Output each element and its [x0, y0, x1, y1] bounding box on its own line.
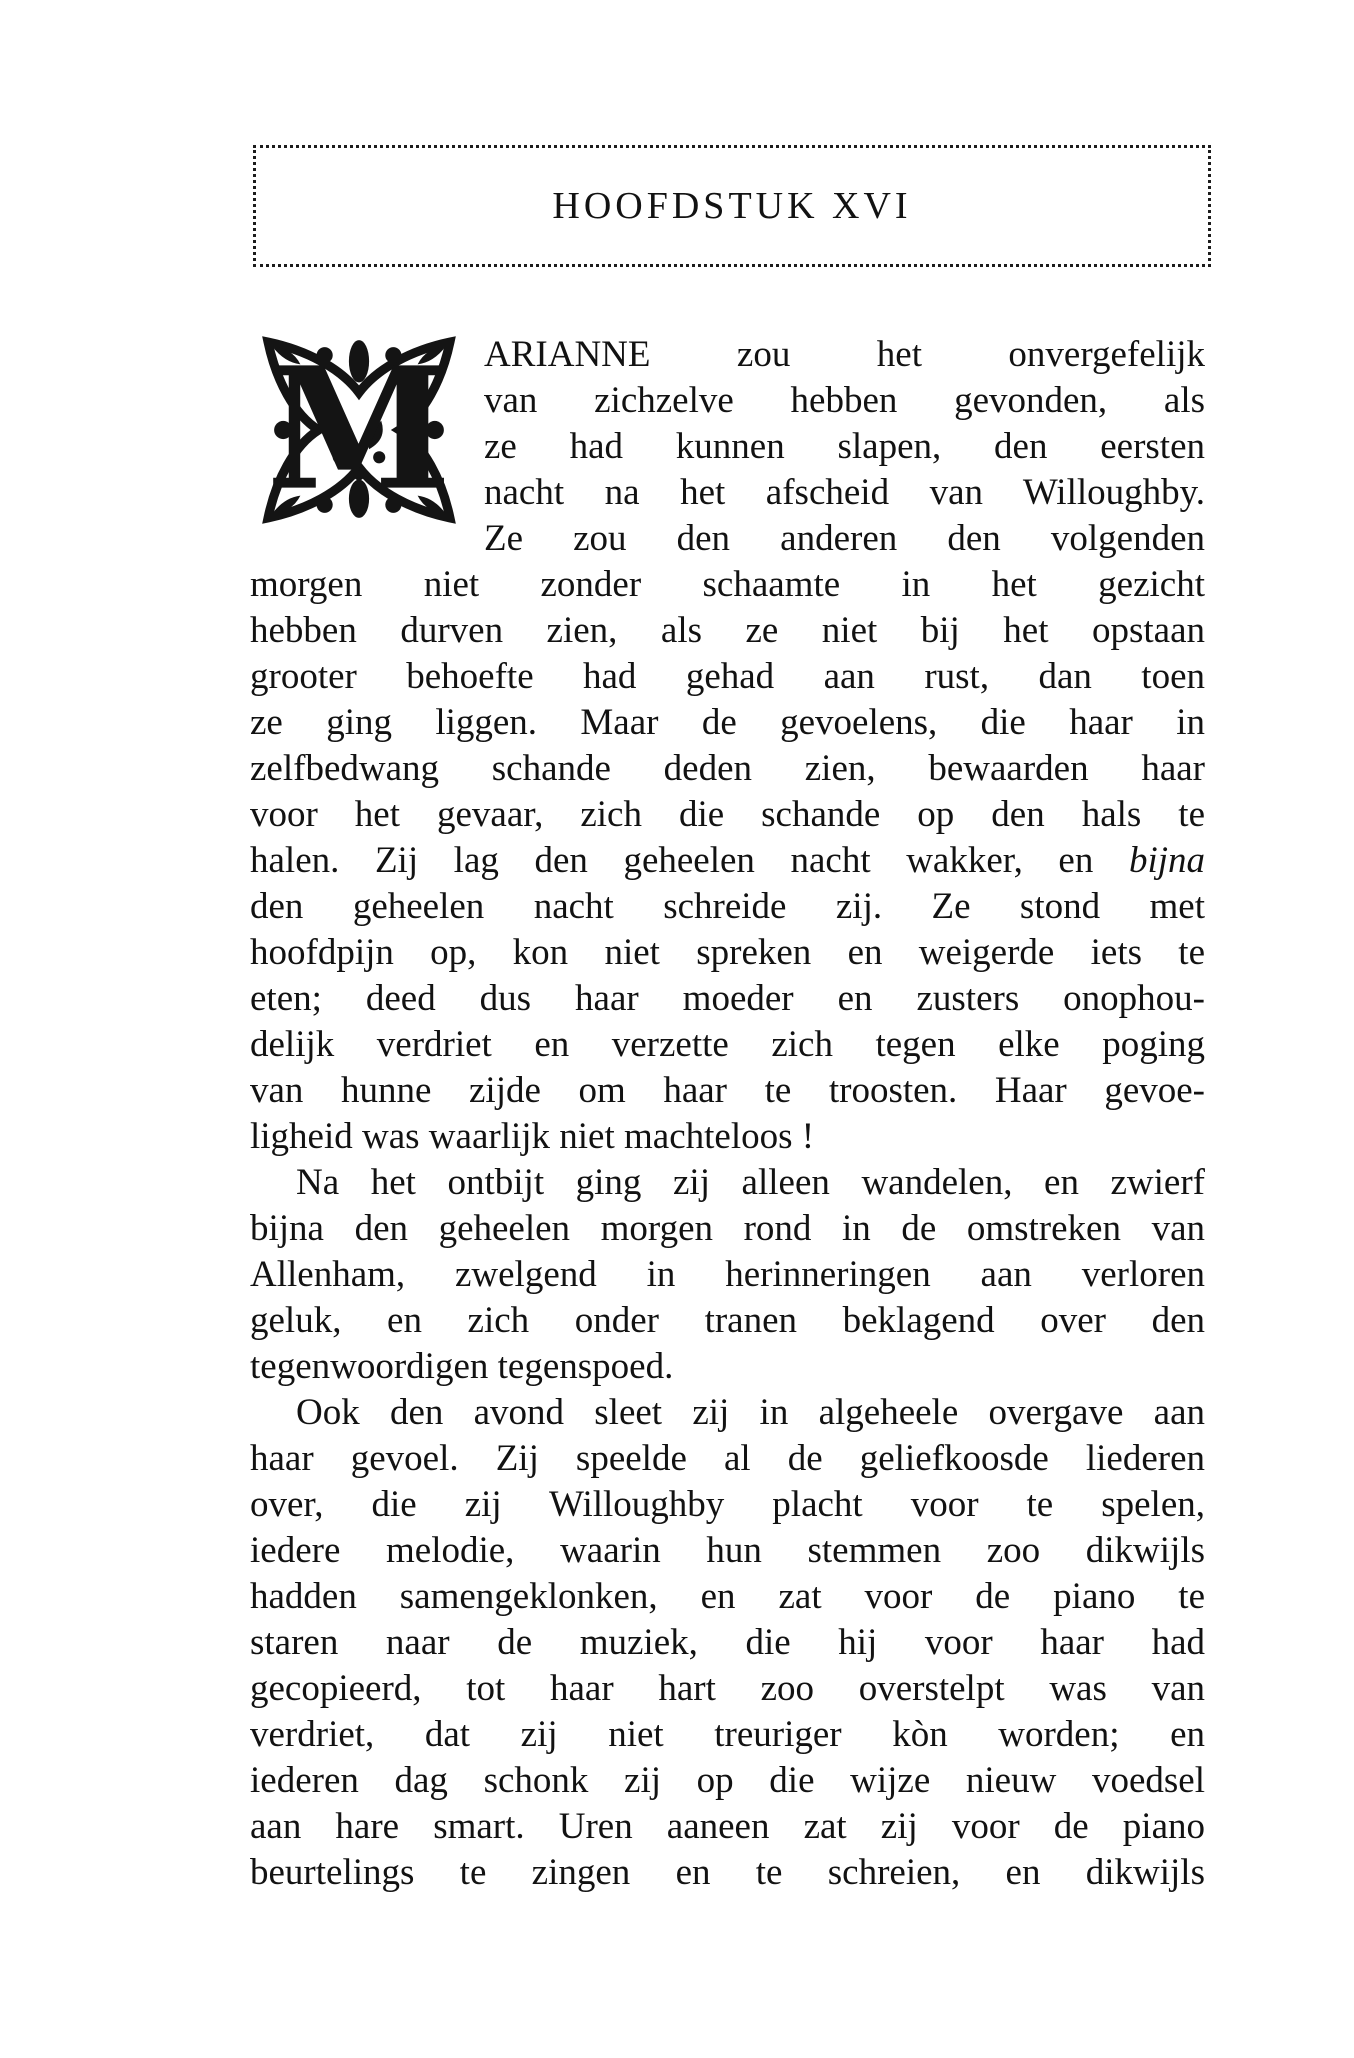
text-line: den geheelen nacht schreide zij. Ze stond met [250, 886, 1205, 927]
text-line: halen. Zij lag den geheelen nacht wakker, en bijna [250, 840, 1205, 881]
text-line: delijk verdriet en verzette zich tegen elke poging [250, 1024, 1205, 1065]
text-line: hebben durven zien, als ze niet bij het opstaan [250, 610, 1205, 651]
chapter-title: HOOFDSTUK XVI [552, 185, 912, 227]
text-line: Ze zou den anderen den volgenden [484, 518, 1205, 559]
text-line: ligheid was waarlijk niet machteloos ! [250, 1116, 815, 1157]
text-line: Ook den avond sleet zij in algeheele overgave aan [296, 1392, 1205, 1433]
text-line: Na het ontbijt ging zij alleen wandelen, en zwierf [296, 1162, 1205, 1203]
text-line: staren naar de muziek, die hij voor haar had [250, 1622, 1205, 1663]
text-line: aan hare smart. Uren aaneen zat zij voor de piano [250, 1806, 1205, 1847]
body-text [250, 332, 1205, 1896]
text-line: van hunne zijde om haar te troosten. Haar gevoe- [250, 1070, 1205, 1111]
text-line: nacht na het afscheid van Willoughby. [484, 472, 1205, 513]
paragraph [250, 332, 1205, 1160]
text-line: grooter behoefte had gehad aan rust, dan toen [250, 656, 1205, 697]
text-line: over, die zij Willoughby placht voor te spelen, [250, 1484, 1205, 1525]
text-line: gecopieerd, tot haar hart zoo overstelpt was van [250, 1668, 1205, 1709]
text-line: beurtelings te zingen en te schreien, en dikwijls [250, 1852, 1205, 1893]
text-line: hadden samengeklonken, en zat voor de piano te [250, 1576, 1205, 1617]
text-line: zelfbedwang schande deden zien, bewaarden haar [250, 748, 1205, 789]
text-line: haar gevoel. Zij speelde al de geliefkoosde liederen [250, 1438, 1205, 1479]
dropcap-letter: M [266, 334, 452, 526]
text-line: hoofdpijn op, kon niet spreken en weigerde iets te [250, 932, 1205, 973]
chapter-heading-box [253, 145, 1211, 267]
dropcap-ornament [250, 334, 468, 526]
text-line: Allenham, zwelgend in herinneringen aan verloren [250, 1254, 1205, 1295]
paragraph [250, 1160, 1205, 1390]
text-line: ze ging liggen. Maar de gevoelens, die haar in [250, 702, 1205, 743]
text-line: van zichzelve hebben gevonden, als [484, 380, 1205, 421]
dropcap-frame [250, 334, 468, 526]
paragraph [250, 1390, 1205, 1896]
text-line: ARIANNE zou het onvergefelijk [484, 334, 1205, 375]
text-line: bijna den geheelen morgen rond in de omstreken van [250, 1208, 1205, 1249]
text-line: verdriet, dat zij niet treuriger kòn worden; en [250, 1714, 1205, 1755]
text-line: tegenwoordigen tegenspoed. [250, 1346, 674, 1387]
text-line: eten; deed dus haar moeder en zusters onophou- [250, 978, 1205, 1019]
text-line: ze had kunnen slapen, den eersten [484, 426, 1205, 467]
text-line: iedere melodie, waarin hun stemmen zoo dikwijls [250, 1530, 1205, 1571]
text-line: voor het gevaar, zich die schande op den hals te [250, 794, 1205, 835]
text-line: iederen dag schonk zij op die wijze nieuw voedsel [250, 1760, 1205, 1801]
text-line: morgen niet zonder schaamte in het gezicht [250, 564, 1205, 605]
text-line: geluk, en zich onder tranen beklagend over den [250, 1300, 1205, 1341]
